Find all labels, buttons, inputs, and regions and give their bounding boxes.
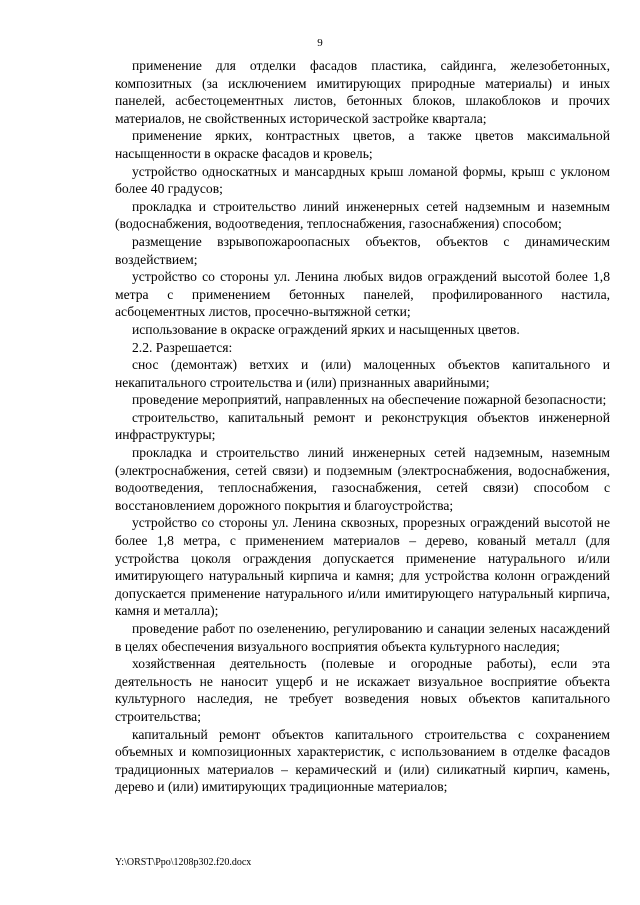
paragraph: проведение мероприятий, направленных на обеспечение пожарной безопасности;	[132, 392, 607, 408]
page-number: 9	[317, 37, 323, 49]
paragraph: снос (демонтаж) ветхих и (или) малоценных объектов капитального и некапитального строительства и (или) признанных аварийными;	[115, 357, 610, 390]
paragraph: хозяйственная деятельность (полевые и огородные работы), если эта деятельность не наносит ущерб и не искажает визуальное восприятие объекта культурного наследия, не требует возведения новых объектов капитального строительства;	[115, 656, 610, 724]
section-heading: 2.2. Разрешается:	[132, 339, 233, 355]
paragraph: капитальный ремонт объектов капитального строительства с сохранением объемных и композиционных характеристик, с использованием в отделке фасадов традиционных материалов – керамический и (или) силикатный кирпич, камень, дерево и (или) имитирующих традиционные материалов;	[115, 726, 610, 795]
paragraph: проведение работ по озеленению, регулированию и санации зеленых насаждений в целях обеспечения визуального восприятия объекта культурного наследия;	[115, 621, 610, 654]
paragraph: устройство со стороны ул. Ленина любых видов ограждений высотой более 1,8 метра с применением бетонных панелей, профилированного настила, асбоцементных листов, просечно-вытяжной сетки;	[115, 269, 610, 320]
paragraph: прокладка и строительство линий инженерных сетей надземным и наземным (водоснабжения, водоотведения, теплоснабжения, газоснабжения) способом;	[115, 198, 610, 232]
paragraph: устройство со стороны ул. Ленина сквозных, прорезных ограждений высотой не более 1,8 метра, с применением материалов – дерево, кованый металл (для устройства цоколя ограждения допускается применение натурального и/или имитирующего натуральный кирпича и камня; для устройства колонн ограждений допускается применение натурального и/или имитирующего натуральный кирпича, камня и металла);	[115, 515, 610, 619]
paragraph: использование в окраске ограждений ярких и насыщенных цветов.	[132, 321, 520, 337]
paragraph: применение ярких, контрастных цветов, а также цветов максимальной насыщенности в окраске фасадов и кровель;	[115, 128, 610, 161]
paragraph: строительство, капитальный ремонт и реконструкция объектов инженерной инфраструктуры;	[115, 409, 610, 443]
document-body	[115, 57, 610, 796]
file-path-footer: Y:\ORST\Ppo\1208p302.f20.docx	[115, 857, 252, 868]
paragraph: прокладка и строительство линий инженерных сетей надземным, наземным (электроснабжения, сетей связи) и подземным (электроснабжения, водоснабжения, водоотведения, теплоснабжения, газоснабжения, сетей связи) способом с восстановлением дорожного покрытия и благоустройства;	[115, 445, 610, 513]
paragraph: устройство односкатных и мансардных крыш ломаной формы, крыш с уклоном более 40 градусов;	[115, 163, 610, 197]
paragraph: применение для отделки фасадов пластика, сайдинга, железобетонных, композитных (за исключением имитирующих природные материалы) и иных панелей, асбестоцементных листов, бетонных блоков, шлакоблоков и прочих материалов, не свойственных исторической застройке квартала;	[115, 58, 610, 126]
paragraph: размещение взрывопожароопасных объектов, объектов с динамическим воздействием;	[115, 233, 610, 267]
